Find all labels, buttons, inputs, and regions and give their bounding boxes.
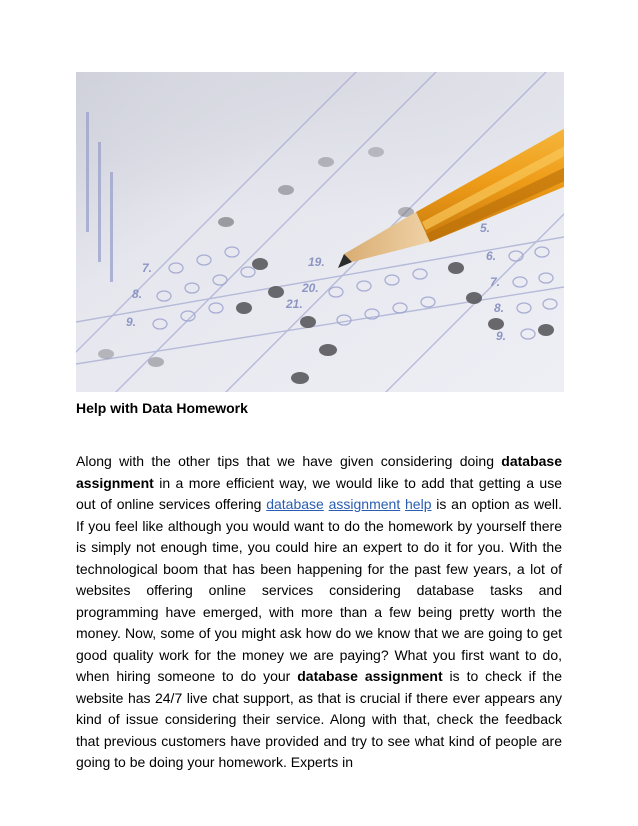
sheet-label-6: 6. — [486, 249, 497, 263]
sheet-label-5: 5. — [480, 221, 491, 235]
link-assignment[interactable]: assignment — [328, 496, 401, 512]
bold-keyword-database-assignment: database assignment — [76, 453, 562, 491]
sheet-label-left-8: 8. — [132, 287, 143, 301]
photo-caption: Help with Data Homework — [76, 400, 248, 416]
bold-keyword-database-assignment-2: database assignment — [297, 668, 443, 684]
sheet-label-20: 20. — [302, 281, 319, 295]
sheet-label-21: 21. — [286, 297, 303, 311]
paragraph-text-3: is an option as well. If you feel like although you would want to do the homework by yourself there is simply not enough time, you could hire an expert to do it for you. With the technological boom that has been happening for the past few years, a lot of websites offering online services considering database tasks and programming have emerged, with more than a few being pretty worth the money. Now, some of you might ask how do we know that we are going to get good quality work for the money we are paying? What you first want to do, when hiring someone to do your — [76, 496, 563, 684]
answer-sheet-pencil-photo — [76, 72, 564, 392]
sheet-label-9: 9. — [496, 329, 507, 343]
sheet-label-8: 8. — [494, 301, 505, 315]
paragraph-text-4: is to check if the website has 24/7 live chat support, as that is crucial if there ever appears any kind of issue considering their service. Along with that, check the feedback that previous customers have provided and try to see what kind of people are going to be doing your homework. Experts in — [76, 668, 562, 770]
paragraph-text-2: in a more efficient way, we would like to add that getting a use out of online services offering — [76, 474, 562, 512]
sheet-label-19: 19. — [308, 255, 325, 269]
sheet-label-7: 7. — [490, 275, 501, 289]
sheet-label-left-7: 7. — [142, 261, 153, 275]
body-paragraph — [76, 451, 562, 774]
link-database[interactable]: database — [266, 496, 324, 512]
link-help[interactable]: help — [405, 496, 432, 512]
sheet-label-left-9: 9. — [126, 315, 137, 329]
paragraph-text-1: Along with the other tips that we have given considering doing — [76, 453, 502, 469]
